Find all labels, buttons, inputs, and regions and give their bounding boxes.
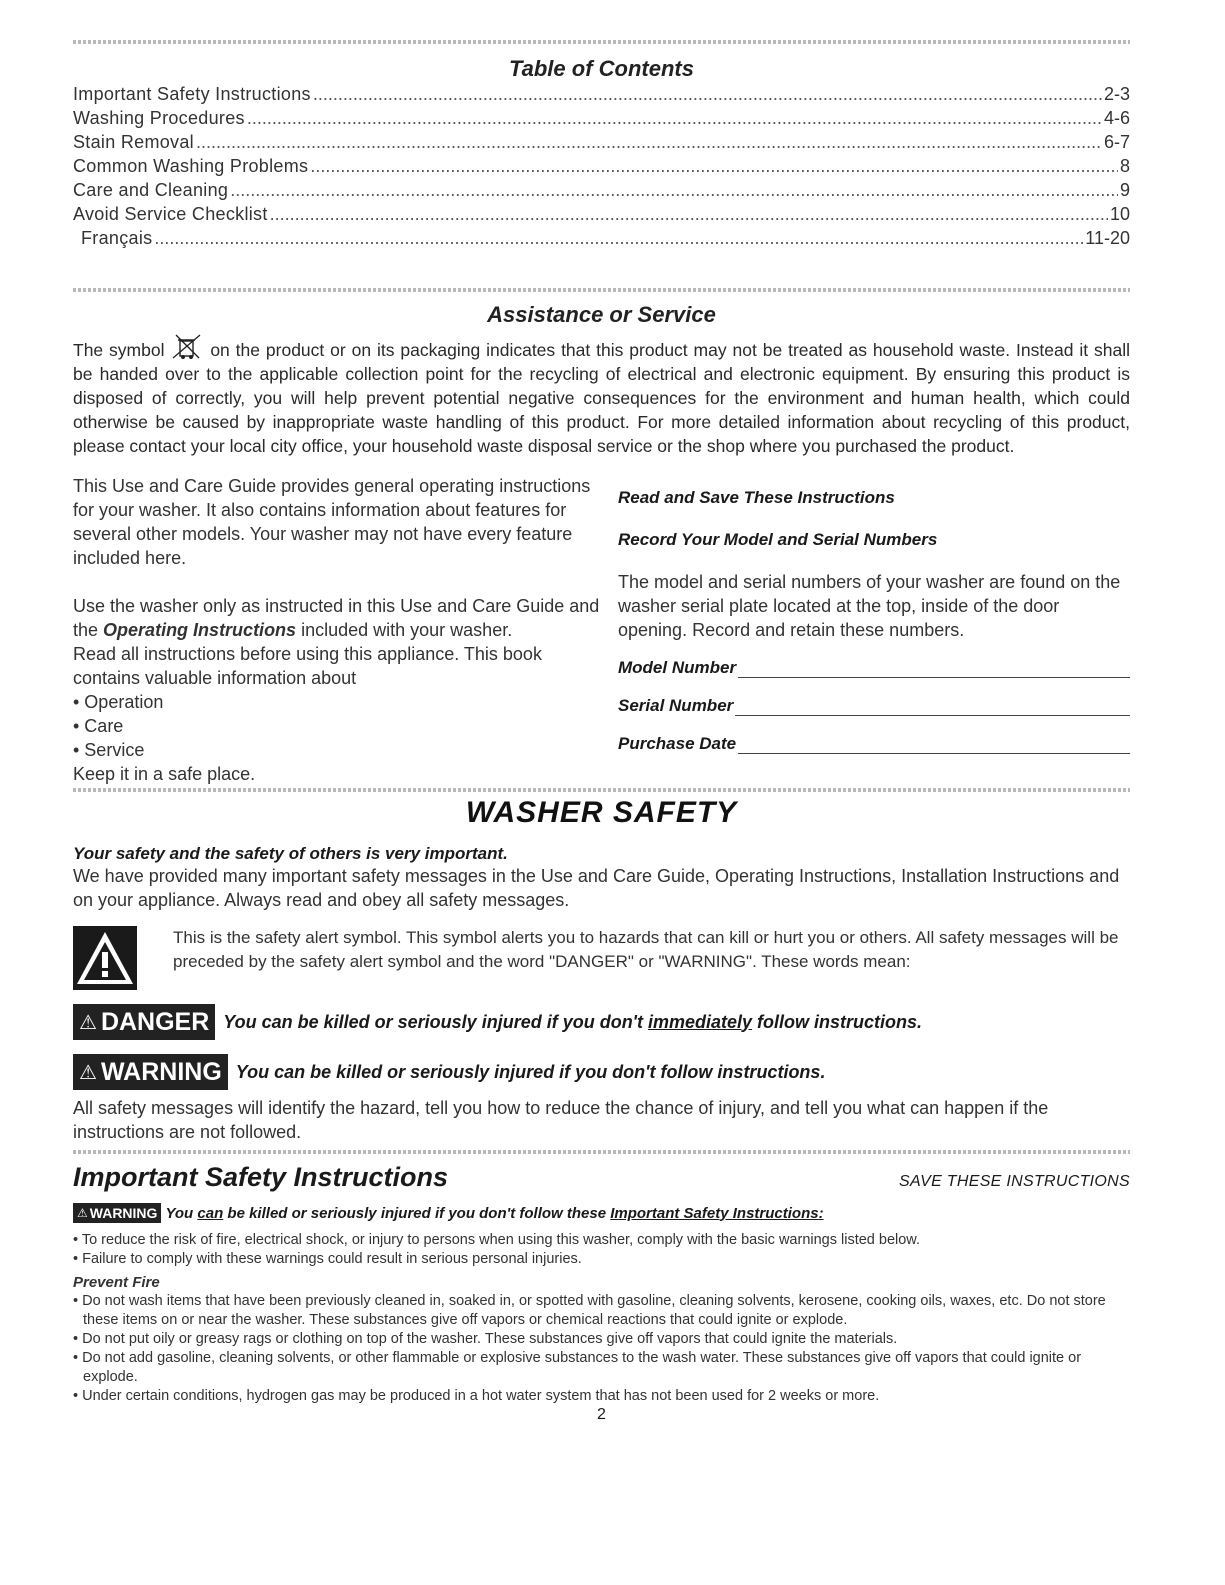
assistance-title: Assistance or Service (487, 302, 716, 327)
important-title: Important Safety Instructions (73, 1162, 449, 1192)
alert-symbol-row (73, 926, 1130, 990)
guide-record-section (73, 474, 1130, 786)
toc-row[interactable] (73, 204, 1130, 228)
toc-label: Care and Cleaning (73, 180, 229, 200)
save-instructions: SAVE THESE INSTRUCTIONS (899, 1173, 1130, 1190)
warning-triangle-icon: ⚠ (79, 1011, 97, 1034)
toc-row[interactable] (73, 108, 1130, 132)
guide-bullet: • Care (73, 716, 124, 736)
serial-number-label: Serial Number (618, 696, 734, 715)
danger-text-emphasis: immediately (647, 1011, 753, 1032)
toc-label: Stain Removal (73, 132, 194, 152)
record-desc: The model and serial numbers of your washer are found on the washer serial plate located at the top, inside of the door opening. Record and retain these numbers. (618, 572, 1121, 640)
iw-pre: You (165, 1204, 194, 1222)
top-rule (73, 40, 1130, 44)
purchase-date-label: Purchase Date (618, 734, 737, 753)
toc-page: 9 (1119, 180, 1130, 200)
safety-messages-info: All safety messages will identify the hazard, tell you how to reduce the chance of injury, and tell you what can happen if the instructions are not followed. (73, 1098, 1049, 1142)
read-save-heading: Read and Save These Instructions (618, 488, 895, 507)
toc-row[interactable] (73, 132, 1130, 156)
list-item: • Failure to comply with these warnings could result in serious personal injuries. (73, 1251, 582, 1267)
danger-text (223, 1012, 922, 1033)
toc-label: Français (81, 228, 153, 248)
iw-can: can (197, 1204, 224, 1222)
danger-text-post: follow instructions. (757, 1011, 923, 1032)
important-warning-text (165, 1205, 823, 1222)
warning-text: You can be killed or seriously injured if you don't follow instructions. (235, 1061, 826, 1082)
alert-description: This is the safety alert symbol. This symbol alerts you to hazards that can kill or hurt you or others. All safety messages will be preceded by the safety alert symbol and the word "DANGER" or "WARNING". These words mean: (173, 928, 1119, 971)
toc-title: Table of Contents (509, 56, 694, 81)
model-number-label: Model Number (618, 658, 737, 677)
toc-page: 10 (1109, 204, 1130, 224)
iw-mid: be killed or seriously injured if you don't follow these (227, 1204, 607, 1222)
list-item: • Do not add gasoline, cleaning solvents, or other flammable or explosive substances to the wash water. These substances give off vapors that could ignite or explode. (73, 1350, 1082, 1385)
safety-intro: We have provided many important safety messages in the Use and Care Guide, Operating Instructions, Installation Instructions and on your appliance. Always read and obey all safety messages. (73, 866, 1120, 910)
warning-row (73, 1054, 1130, 1090)
toc-page: 11-20 (1085, 228, 1130, 248)
toc-label: Avoid Service Checklist (73, 204, 268, 224)
warning-badge (73, 1054, 228, 1090)
guide-column (73, 474, 603, 786)
serial-number-field[interactable] (618, 696, 1130, 716)
danger-text-pre: You can be killed or seriously injured if you don't (223, 1011, 643, 1032)
important-bullets (73, 1231, 1130, 1406)
weee-text-pre: The symbol (73, 340, 165, 360)
guide-intro: This Use and Care Guide provides general operating instructions for your washer. It also contains information about features for several other models. Your washer may not have every feature included here. (73, 476, 591, 568)
toc-row[interactable] (73, 180, 1130, 204)
purchase-date-field[interactable] (618, 734, 1130, 754)
important-header (73, 1162, 1130, 1193)
page-number: 2 (597, 1406, 606, 1423)
table-of-contents (73, 84, 1130, 252)
toc-label: Important Safety Instructions (73, 84, 311, 104)
weee-paragraph (73, 334, 1130, 458)
iw-ul: Important Safety Instructions: (610, 1204, 824, 1222)
model-number-field[interactable] (618, 658, 1130, 678)
record-heading: Record Your Model and Serial Numbers (618, 530, 938, 549)
section-rule (73, 788, 1130, 792)
toc-page: 2-3 (1103, 84, 1130, 104)
crossed-bin-icon (170, 334, 204, 360)
toc-row[interactable] (73, 84, 1130, 108)
prevent-fire-heading: Prevent Fire (73, 1274, 160, 1291)
weee-text-post: on the product or on its packaging indicates that this product may not be treated as household waste. Instead it shall be handed over to the applicable collection point for the recycling of electrical and electronic equipment. By ensuring this product is disposed of correctly, you will help prevent potential negative consequences for the environment and human health, which could otherwise be caused by inappropriate waste handling of this product. For more detailed information about recycling of this product, please contact your local city office, your household waste disposal service or the shop where you purchased the product. (73, 340, 1130, 456)
safety-subtitle: Your safety and the safety of others is very important. (73, 844, 508, 863)
small-warning-badge (73, 1203, 161, 1223)
record-column (618, 474, 1130, 786)
important-warning-row (73, 1203, 1130, 1223)
guide-bullet: • Service (73, 740, 145, 760)
warning-badge-label: WARNING (100, 1057, 222, 1086)
guide-use-pre: Use the washer only as instructed in this Use and Care Guide and the (73, 596, 600, 640)
toc-row[interactable] (73, 228, 1130, 252)
operating-instructions-ref: Operating Instructions (103, 620, 297, 640)
list-item: • To reduce the risk of fire, electrical shock, or injury to persons when using this washer, comply with the basic warnings listed below. (73, 1232, 921, 1248)
guide-use-post: included with your washer. (301, 620, 513, 640)
washer-safety-title: WASHER SAFETY (465, 796, 738, 829)
warning-triangle-icon: ⚠ (77, 1206, 88, 1220)
toc-label: Common Washing Problems (73, 156, 309, 176)
danger-badge-label: DANGER (100, 1007, 210, 1036)
toc-page: 8 (1119, 156, 1130, 176)
list-item: • Do not put oily or greasy rags or clothing on top of the washer. These substances give off vapors that could ignite the materials. (73, 1331, 898, 1347)
guide-bullet: • Operation (73, 692, 164, 712)
guide-use (73, 594, 603, 642)
warning-triangle-icon: ⚠ (79, 1061, 97, 1084)
page (73, 40, 1130, 1424)
danger-row (73, 1004, 1130, 1040)
guide-read-all: Read all instructions before using this appliance. This book contains valuable information about (73, 644, 542, 688)
safety-alert-icon (73, 926, 137, 990)
danger-badge (73, 1004, 215, 1040)
section-rule (73, 288, 1130, 292)
small-warning-label: WARNING (89, 1205, 158, 1221)
toc-page: 6-7 (1103, 132, 1130, 152)
toc-row[interactable] (73, 156, 1130, 180)
guide-keep: Keep it in a safe place. (73, 764, 256, 784)
toc-label: Washing Procedures (73, 108, 245, 128)
list-item: • Under certain conditions, hydrogen gas may be produced in a hot water system that has not been used for 2 weeks or more. (73, 1388, 880, 1404)
list-item: • Do not wash items that have been previously cleaned in, soaked in, or spotted with gasoline, cleaning solvents, kerosene, cooking oils, waxes, etc. Do not store these items on or near the washer. These substances give off vapors or chemical reactions that could ignite or explode. (73, 1293, 1106, 1328)
toc-page: 4-6 (1103, 108, 1130, 128)
section-rule (73, 1150, 1130, 1154)
